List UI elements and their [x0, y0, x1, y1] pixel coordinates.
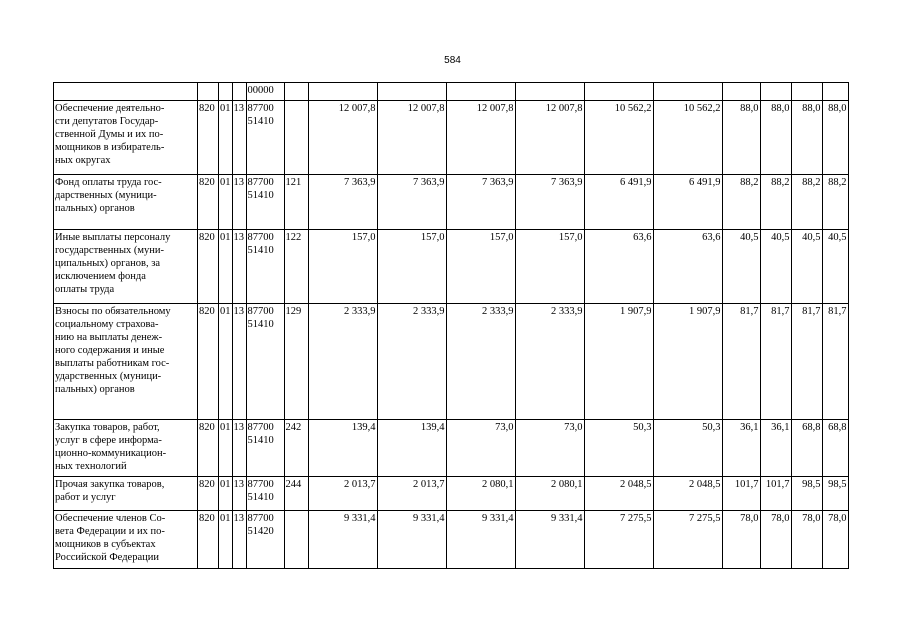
cell-percent: [791, 83, 822, 101]
cell-ved: 820: [198, 477, 219, 511]
cell-percent: 78,0: [760, 511, 791, 569]
table-row: [54, 175, 849, 230]
cell-value: 2 080,1: [446, 477, 515, 511]
cell-percent: 98,5: [791, 477, 822, 511]
csr-part: 51410: [247, 190, 274, 201]
name-line: услуг в сфере информа-: [55, 435, 162, 446]
cell-ved: 820: [198, 175, 219, 230]
cell-value: 2 013,7: [377, 477, 446, 511]
csr-part: 51410: [247, 319, 274, 330]
cell-csr: [246, 420, 284, 477]
name-line: мощников в субъектах: [55, 539, 156, 550]
cell-vr: [284, 83, 308, 101]
cell-csr: [246, 175, 284, 230]
name-line: мощников в избиратель-: [55, 142, 165, 153]
cell-rz: 01: [219, 420, 233, 477]
cell-pr: 13: [232, 230, 246, 304]
cell-value: 50,3: [653, 420, 722, 477]
name-line: ционно-коммуникацион-: [55, 448, 167, 459]
table-row: [54, 230, 849, 304]
cell-value: 157,0: [377, 230, 446, 304]
cell-percent: 81,7: [760, 304, 791, 420]
name-line: оплаты труда: [55, 284, 115, 295]
cell-value: 7 363,9: [515, 175, 584, 230]
table-row: [54, 420, 849, 477]
cell-percent: 101,7: [760, 477, 791, 511]
name-line: ных технологий: [55, 461, 127, 472]
cell-value: 139,4: [308, 420, 377, 477]
csr-part: 51410: [247, 435, 274, 446]
cell-value: 2 048,5: [584, 477, 653, 511]
name-line: социальному страхова-: [55, 319, 159, 330]
name-line: исключением фонда: [55, 271, 146, 282]
csr-part: 51420: [247, 526, 274, 537]
cell-pr: 13: [232, 477, 246, 511]
cell-rz: 01: [219, 230, 233, 304]
cell-value: 1 907,9: [584, 304, 653, 420]
cell-percent: 36,1: [722, 420, 760, 477]
name-line: Обеспечение деятельно-: [55, 103, 165, 114]
name-line: нию на выплаты денеж-: [55, 332, 163, 343]
cell-name: [54, 477, 198, 511]
cell-vr: 242: [284, 420, 308, 477]
csr-part: 87700: [247, 177, 274, 188]
csr-part: 87700: [247, 422, 274, 433]
cell-csr: 00000: [246, 83, 284, 101]
cell-csr: [246, 477, 284, 511]
cell-vr: [284, 101, 308, 175]
cell-rz: 01: [219, 511, 233, 569]
cell-value: 63,6: [653, 230, 722, 304]
cell-percent: 78,0: [822, 511, 848, 569]
name-line: ных округах: [55, 155, 111, 166]
budget-table: [53, 82, 849, 569]
cell-value: 12 007,8: [308, 101, 377, 175]
cell-value: 2 333,9: [446, 304, 515, 420]
cell-csr: [246, 304, 284, 420]
cell-name: [54, 230, 198, 304]
cell-value: 12 007,8: [377, 101, 446, 175]
cell-percent: 81,7: [791, 304, 822, 420]
name-line: Фонд оплаты труда гос-: [55, 177, 162, 188]
name-line: ударственных (муници-: [55, 371, 162, 382]
cell-percent: [760, 83, 791, 101]
cell-ved: 820: [198, 304, 219, 420]
table-row-header: [54, 83, 849, 101]
cell-pr: 13: [232, 175, 246, 230]
cell-percent: 81,7: [822, 304, 848, 420]
table-row: [54, 304, 849, 420]
cell-pr: 13: [232, 304, 246, 420]
cell-percent: 36,1: [760, 420, 791, 477]
name-line: Взносы по обязательному: [55, 306, 171, 317]
cell-value: 10 562,2: [653, 101, 722, 175]
csr-part: 87700: [247, 103, 274, 114]
cell-value: 73,0: [515, 420, 584, 477]
cell-vr: [284, 511, 308, 569]
cell-value: 12 007,8: [446, 101, 515, 175]
name-line: пальных) органов: [55, 384, 135, 395]
cell-percent: 68,8: [791, 420, 822, 477]
cell-rz: 01: [219, 477, 233, 511]
name-line: ципальных) органов, за: [55, 258, 161, 269]
name-line: Прочая закупка товаров,: [55, 479, 165, 490]
csr-part: 87700: [247, 232, 274, 243]
cell-percent: 88,2: [722, 175, 760, 230]
cell-value: 7 363,9: [446, 175, 515, 230]
cell-csr: [246, 101, 284, 175]
cell-value: [377, 83, 446, 101]
cell-value: 2 333,9: [515, 304, 584, 420]
cell-csr: [246, 511, 284, 569]
cell-percent: 88,2: [760, 175, 791, 230]
cell-value: 2 333,9: [308, 304, 377, 420]
cell-value: 7 275,5: [653, 511, 722, 569]
cell-value: 157,0: [308, 230, 377, 304]
cell-vr: 244: [284, 477, 308, 511]
cell-value: [653, 83, 722, 101]
cell-name: [54, 511, 198, 569]
csr-part: 51410: [247, 492, 274, 503]
name-line: Иные выплаты персоналу: [55, 232, 171, 243]
name-line: государственных (муни-: [55, 245, 165, 256]
cell-value: 7 363,9: [377, 175, 446, 230]
cell-value: 6 491,9: [584, 175, 653, 230]
cell-pr: 13: [232, 101, 246, 175]
name-line: ного содержания и иные: [55, 345, 165, 356]
cell-name: [54, 101, 198, 175]
csr-part: 87700: [247, 306, 274, 317]
cell-percent: 40,5: [760, 230, 791, 304]
cell-value: [515, 83, 584, 101]
cell-value: 157,0: [515, 230, 584, 304]
cell-percent: 78,0: [722, 511, 760, 569]
cell-vr: 122: [284, 230, 308, 304]
cell-value: 2 048,5: [653, 477, 722, 511]
cell-percent: 88,0: [791, 101, 822, 175]
table-row: [54, 477, 849, 511]
name-line: выплаты работникам гос-: [55, 358, 170, 369]
cell-value: 10 562,2: [584, 101, 653, 175]
cell-rz: [219, 83, 233, 101]
cell-value: [446, 83, 515, 101]
cell-value: 2 080,1: [515, 477, 584, 511]
name-line: вета Федерации и их по-: [55, 526, 165, 537]
table-row: [54, 101, 849, 175]
cell-value: 12 007,8: [515, 101, 584, 175]
cell-value: 2 333,9: [377, 304, 446, 420]
csr-part: 87700: [247, 479, 274, 490]
table-row: [54, 511, 849, 569]
cell-percent: 88,0: [760, 101, 791, 175]
cell-value: 50,3: [584, 420, 653, 477]
cell-percent: 40,5: [722, 230, 760, 304]
cell-value: 7 363,9: [308, 175, 377, 230]
cell-name: [54, 304, 198, 420]
cell-rz: 01: [219, 304, 233, 420]
cell-value: [308, 83, 377, 101]
cell-name: [54, 175, 198, 230]
cell-percent: [722, 83, 760, 101]
cell-value: 9 331,4: [377, 511, 446, 569]
cell-percent: 88,2: [791, 175, 822, 230]
page-number: 584: [444, 55, 461, 66]
cell-ved: [198, 83, 219, 101]
cell-pr: 13: [232, 420, 246, 477]
cell-percent: 78,0: [791, 511, 822, 569]
cell-pr: 13: [232, 511, 246, 569]
cell-rz: 01: [219, 175, 233, 230]
cell-name: [54, 83, 198, 101]
cell-percent: 88,0: [722, 101, 760, 175]
cell-value: 9 331,4: [446, 511, 515, 569]
cell-value: 73,0: [446, 420, 515, 477]
cell-percent: 40,5: [791, 230, 822, 304]
csr-part: 51410: [247, 245, 274, 256]
cell-value: 9 331,4: [515, 511, 584, 569]
cell-pr: [232, 83, 246, 101]
cell-value: 9 331,4: [308, 511, 377, 569]
name-line: пальных) органов: [55, 203, 135, 214]
name-line: Закупка товаров, работ,: [55, 422, 160, 433]
cell-ved: 820: [198, 101, 219, 175]
cell-value: 157,0: [446, 230, 515, 304]
cell-percent: 81,7: [722, 304, 760, 420]
cell-percent: [822, 83, 848, 101]
name-line: Обеспечение членов Со-: [55, 513, 166, 524]
cell-percent: 88,2: [822, 175, 848, 230]
name-line: работ и услуг: [55, 492, 116, 503]
cell-value: 139,4: [377, 420, 446, 477]
cell-percent: 98,5: [822, 477, 848, 511]
csr-part: 51410: [247, 116, 274, 127]
cell-ved: 820: [198, 230, 219, 304]
cell-name: [54, 420, 198, 477]
cell-csr: [246, 230, 284, 304]
cell-ved: 820: [198, 420, 219, 477]
name-line: Российской Федерации: [55, 552, 159, 563]
name-line: ственной Думы и их по-: [55, 129, 164, 140]
cell-value: 6 491,9: [653, 175, 722, 230]
name-line: сти депутатов Государ-: [55, 116, 159, 127]
cell-vr: 121: [284, 175, 308, 230]
cell-percent: 40,5: [822, 230, 848, 304]
cell-vr: 129: [284, 304, 308, 420]
cell-percent: 88,0: [822, 101, 848, 175]
cell-value: 1 907,9: [653, 304, 722, 420]
cell-value: 63,6: [584, 230, 653, 304]
cell-value: [584, 83, 653, 101]
cell-percent: 101,7: [722, 477, 760, 511]
cell-rz: 01: [219, 101, 233, 175]
cell-percent: 68,8: [822, 420, 848, 477]
csr-part: 87700: [247, 513, 274, 524]
name-line: дарственных (муници-: [55, 190, 157, 201]
cell-value: 7 275,5: [584, 511, 653, 569]
cell-value: 2 013,7: [308, 477, 377, 511]
cell-ved: 820: [198, 511, 219, 569]
